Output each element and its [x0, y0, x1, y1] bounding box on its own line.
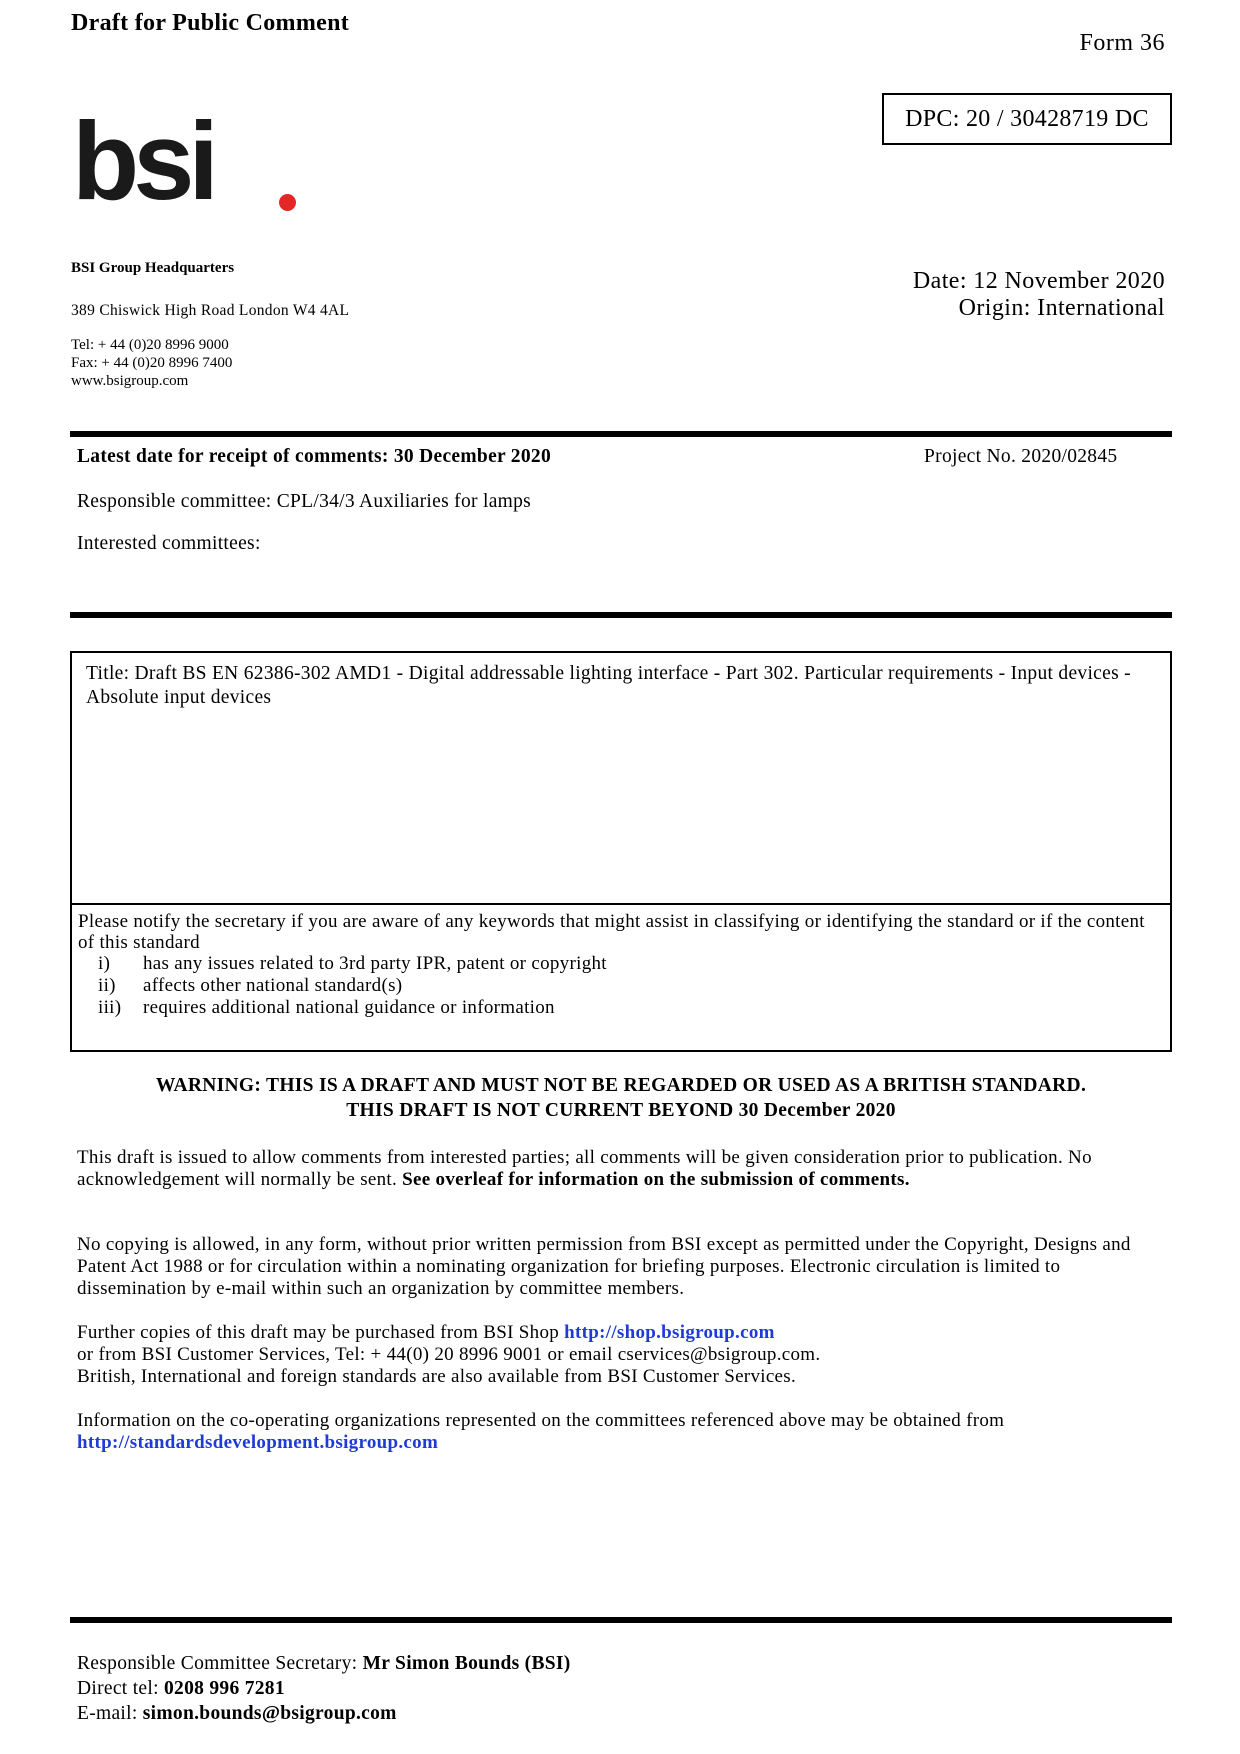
email-label: E-mail:: [77, 1703, 138, 1724]
standards-availability-text: British, International and foreign standards are also available from BSI Customer Services.: [77, 1366, 797, 1387]
hq-name: BSI Group Headquarters: [71, 260, 235, 276]
responsible-committee: Responsible committee: CPL/34/3 Auxiliaries for lamps: [77, 491, 532, 512]
divider-top: [70, 431, 1172, 437]
hq-website[interactable]: www.bsigroup.com: [71, 373, 189, 389]
bsi-logo: [72, 100, 213, 223]
hq-contact: [71, 336, 232, 390]
direct-tel-label: Direct tel:: [77, 1678, 159, 1699]
dpc-reference-box: [882, 93, 1172, 145]
notify-section: [72, 903, 1170, 1050]
notify-item: [98, 953, 1156, 975]
issue-date: Date: 12 November 2020: [912, 268, 1165, 294]
standards-development-link[interactable]: http://standardsdevelopment.bsigroup.com: [77, 1432, 439, 1453]
purchase-paragraph: [77, 1322, 1137, 1388]
draft-warning: [70, 1073, 1172, 1123]
hq-tel: Tel: + 44 (0)20 8996 9000: [71, 337, 229, 353]
notify-item-num: iii): [98, 997, 122, 1018]
interested-committees: Interested committees:: [77, 533, 261, 554]
bsi-logo-text: bsi: [72, 100, 213, 223]
warning-line-1: WARNING: THIS IS A DRAFT AND MUST NOT BE REGARDED OR USED AS A BRITISH STANDARD.: [155, 1075, 1087, 1096]
notify-item-text: requires additional national guidance or information: [143, 997, 555, 1018]
direct-tel: 0208 996 7281: [164, 1678, 285, 1699]
notify-item-text: affects other national standard(s): [143, 975, 403, 996]
bsi-shop-link[interactable]: http://shop.bsigroup.com: [564, 1322, 775, 1343]
draft-title: Draft for Public Comment: [71, 10, 350, 36]
notify-item-num: ii): [98, 975, 116, 996]
bsi-logo-dot: [279, 194, 296, 211]
copyright-paragraph: No copying is allowed, in any form, without prior written permission from BSI except as permitted under the Copyright, Designs and Patent Act 1988 or for circulation within a nominating organization for briefing purposes. Electronic circulation is limited to dissemination by e-mail within such an organization by committee members.: [77, 1234, 1131, 1299]
notify-text: [78, 911, 1156, 1019]
customer-services-text: or from BSI Customer Services, Tel: + 44(0) 20 8996 9001 or email cservices@bsigroup.com.: [77, 1344, 821, 1365]
overleaf-note: See overleaf for information on the submission of comments.: [402, 1169, 910, 1190]
comments-text: This draft is issued to allow comments from interested parties; all comments will be given consideration prior to publication. No acknowledgement will normally be sent.: [77, 1147, 1092, 1190]
purchase-text: Further copies of this draft may be purchased from BSI Shop: [77, 1322, 560, 1343]
notify-item: [98, 997, 1156, 1019]
comments-paragraph: [77, 1147, 1137, 1191]
notify-item: [98, 975, 1156, 997]
warning-line-2: THIS DRAFT IS NOT CURRENT BEYOND 30 December 2020: [346, 1100, 896, 1121]
project-number: Project No. 2020/02845: [924, 446, 1118, 467]
secretary-name: Mr Simon Bounds (BSI): [362, 1653, 571, 1674]
secretary-label: Responsible Committee Secretary:: [77, 1653, 358, 1674]
dpc-reference: DPC: 20 / 30428719 DC: [905, 105, 1149, 132]
document-title: Title: Draft BS EN 62386-302 AMD1 - Digital addressable lighting interface - Part 302. Particular requirements - Input devices - Absolute input devices: [86, 663, 1131, 708]
latest-comment-date: Latest date for receipt of comments: 30 December 2020: [77, 446, 552, 467]
notify-item-text: has any issues related to 3rd party IPR, patent or copyright: [143, 953, 607, 974]
hq-address: 389 Chiswick High Road London W4 4AL: [71, 302, 350, 319]
organizations-text: Information on the co-operating organizations represented on the committees referenced above may be obtained from: [77, 1410, 1005, 1431]
organizations-paragraph: [77, 1410, 1137, 1454]
secretary-email[interactable]: simon.bounds@bsigroup.com: [142, 1703, 397, 1724]
title-box: [70, 651, 1172, 1052]
secretary-block: [77, 1651, 571, 1726]
notify-intro: Please notify the secretary if you are aware of any keywords that might assist in classifying or identifying the standard or if the content of this standard: [78, 911, 1145, 953]
origin: Origin: International: [958, 295, 1165, 321]
form-number: Form 36: [1079, 30, 1165, 56]
hq-fax: Fax: + 44 (0)20 8996 7400: [71, 355, 233, 371]
date-origin-block: [913, 268, 1165, 322]
notify-item-num: i): [98, 953, 111, 974]
divider-middle: [70, 612, 1172, 618]
divider-bottom: [70, 1617, 1172, 1623]
